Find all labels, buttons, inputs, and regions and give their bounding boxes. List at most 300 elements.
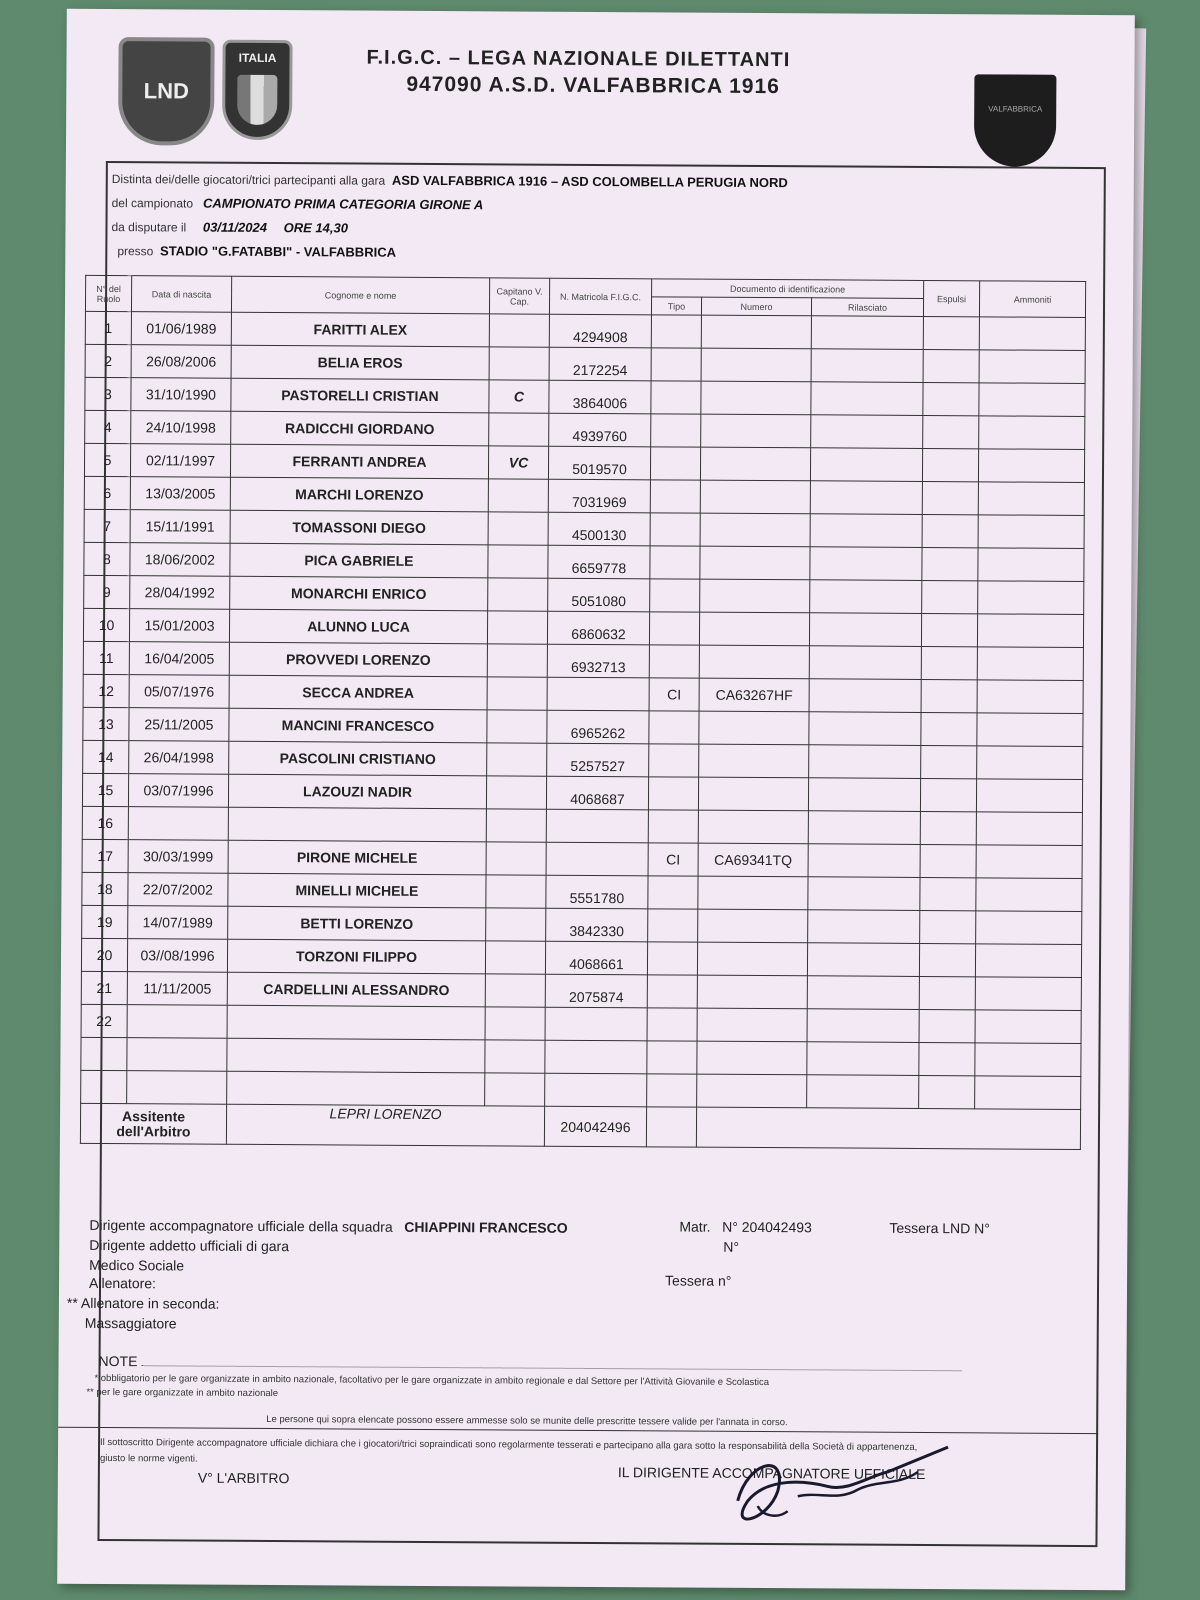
cell-ruolo: 20 — [81, 938, 127, 971]
cell-numero — [699, 645, 809, 679]
matr-value: N° 204042493 — [722, 1218, 812, 1236]
cell-numero — [701, 315, 811, 349]
cell-numero: CA63267HF — [699, 678, 809, 712]
cell-nome: LAZOUZI NADIR — [228, 774, 486, 809]
cell-matricola: 2075874 — [545, 974, 647, 1008]
cell-ammoniti — [978, 515, 1084, 549]
cell-espulsi — [921, 613, 977, 646]
lnd-logo-text: LND — [143, 78, 190, 104]
cell-ruolo: 6 — [84, 476, 130, 509]
cell-espulsi — [921, 679, 977, 712]
cell-nascita: 03//08/1996 — [127, 939, 227, 973]
cell-rilasciato — [807, 976, 919, 1010]
header-espulsi: Espulsi — [923, 280, 979, 316]
cell-ruolo: 8 — [84, 542, 130, 575]
cell-matricola: 2172254 — [549, 347, 651, 381]
cell-espulsi — [923, 382, 979, 415]
cell-ammoniti — [979, 383, 1085, 417]
cell-ammoniti — [976, 911, 1082, 945]
cell-tipo — [648, 909, 698, 942]
cell-tipo — [650, 579, 700, 612]
cell-espulsi — [921, 745, 977, 778]
cell-numero — [698, 909, 808, 943]
cell-rilasciato — [809, 679, 921, 713]
cell-nascita: 15/01/2003 — [129, 609, 229, 643]
cell-ruolo: 19 — [82, 905, 128, 938]
cell-tipo — [650, 546, 700, 579]
cell-ruolo — [81, 1070, 127, 1103]
cell-matricola: 3864006 — [549, 380, 651, 414]
cell-ruolo: 12 — [83, 674, 129, 707]
club-title: 947090 A.S.D. VALFABBRICA 1916 — [406, 72, 780, 99]
cell-tipo — [651, 348, 701, 381]
cell-matricola: 5019570 — [548, 446, 650, 480]
campionato-label: del campionato — [111, 196, 194, 211]
championship-line — [112, 195, 484, 212]
giusto-text: giusto le norme vigenti. — [99, 1452, 198, 1465]
cell-ruolo: 16 — [82, 806, 128, 839]
cell-rilasciato — [809, 712, 921, 746]
cell-ruolo — [81, 1037, 127, 1070]
cell-nome: MANCINI FRANCESCO — [229, 708, 487, 743]
cell-nascita: 01/06/1989 — [131, 312, 231, 346]
cell-tipo — [650, 447, 700, 480]
cell-numero — [697, 1074, 807, 1108]
cell-tipo — [649, 645, 699, 678]
header-capitano: Capitano V. Cap. — [489, 278, 549, 314]
header-ammoniti: Ammoniti — [979, 281, 1085, 318]
cell-espulsi — [919, 976, 975, 1009]
header-nascita: Data di nascita — [131, 276, 231, 313]
cell-matricola: 6932713 — [547, 644, 649, 678]
cell-ammoniti — [978, 581, 1084, 615]
players-table-body — [81, 311, 1086, 1109]
cell-nascita: 13/03/2005 — [130, 477, 230, 511]
cell-tipo: CI — [649, 678, 699, 711]
assistente-tipo-cell — [646, 1107, 696, 1147]
cell-nome: BETTI LORENZO — [228, 906, 486, 941]
cell-tipo — [651, 315, 701, 348]
cell-matricola: 5257527 — [547, 743, 649, 777]
cell-nascita: 16/04/2005 — [129, 642, 229, 676]
cell-ammoniti — [978, 449, 1084, 483]
match-roster-sheet — [57, 9, 1135, 1590]
cell-capitano — [485, 1073, 545, 1106]
figc-italia-logo — [222, 40, 293, 140]
cell-espulsi — [923, 415, 979, 448]
cell-ruolo: 21 — [81, 971, 127, 1004]
cell-ammoniti — [975, 1076, 1081, 1110]
header-documento: Documento di identificazione — [652, 279, 924, 299]
distinta-label: Distinta dei/delle giocatori/trici partecipanti alla gara — [111, 172, 386, 188]
cell-matricola: 4294908 — [549, 314, 651, 348]
cell-numero — [701, 414, 811, 448]
cell-ruolo: 15 — [82, 773, 128, 806]
cell-rilasciato — [810, 547, 922, 581]
cell-ruolo: 18 — [82, 872, 128, 905]
cell-nascita — [127, 1071, 227, 1105]
cell-tipo — [650, 480, 700, 513]
cell-ammoniti — [979, 350, 1085, 384]
cell-nome: BELIA EROS — [231, 345, 489, 380]
lnd-logo — [118, 37, 215, 146]
cell-rilasciato — [807, 1075, 919, 1109]
cell-espulsi — [923, 316, 979, 349]
cell-nome: FERRANTI ANDREA — [230, 444, 488, 479]
cell-ammoniti — [977, 713, 1083, 747]
cell-espulsi — [920, 811, 976, 844]
cell-rilasciato — [807, 1042, 919, 1076]
header-tipo: Tipo — [651, 297, 701, 315]
cell-ruolo: 9 — [84, 575, 130, 608]
cell-nome: PROVVEDI LORENZO — [229, 642, 487, 677]
cell-tipo — [648, 810, 698, 843]
match-time: ORE 14,30 — [283, 220, 349, 236]
cell-matricola: 4939760 — [549, 413, 651, 447]
cell-rilasciato — [811, 349, 923, 383]
presso-label: presso — [117, 244, 154, 259]
note-label: NOTE — [98, 1352, 138, 1370]
cell-numero: CA69341TQ — [698, 843, 808, 877]
cell-capitano — [487, 743, 547, 776]
cell-ruolo: 11 — [83, 641, 129, 674]
note-dotted-line — [141, 1357, 961, 1371]
cell-tipo — [647, 1074, 697, 1107]
cell-espulsi — [920, 844, 976, 877]
cell-rilasciato — [808, 778, 920, 812]
cell-nascita: 24/10/1998 — [131, 411, 231, 445]
cell-capitano — [486, 776, 546, 809]
cell-ruolo: 5 — [84, 443, 130, 476]
cell-nome: RADICCHI GIORDANO — [231, 411, 489, 446]
header-nome: Cognome e nome — [231, 276, 489, 314]
cell-espulsi — [922, 448, 978, 481]
cell-ammoniti — [975, 1043, 1081, 1077]
cell-espulsi — [920, 877, 976, 910]
cell-numero — [699, 744, 809, 778]
cell-numero — [698, 876, 808, 910]
dichiara-text: Il sottoscritto Dirigente accompagnatore ufficiale dichiara che i giocatori/trici sopraindicati sono regolarmente tesserati e partecipano alla gara sotto la responsabilità della Società di appartenenza, — [100, 1436, 918, 1453]
assistente-empty-cell — [696, 1107, 1080, 1149]
cell-ammoniti — [978, 482, 1084, 516]
tessera-n-label: Tessera n° — [665, 1272, 732, 1289]
matr-label: Matr. — [679, 1218, 711, 1235]
cell-espulsi — [920, 910, 976, 943]
cell-matricola: 4500130 — [548, 512, 650, 546]
cell-ammoniti — [978, 548, 1084, 582]
header-numero: Numero — [701, 297, 811, 316]
cell-numero — [700, 546, 810, 580]
cell-tipo — [650, 513, 700, 546]
addetto-label: Dirigente addetto ufficiali di gara — [89, 1236, 290, 1255]
note-1: * obbligatorio per le gare organizzate in ambito nazionale, facoltativo per le gare organizzate in ambito regionale e dal Settore per l'Attività Giovanile e Scolastica — [94, 1372, 770, 1389]
cell-matricola — [545, 1007, 647, 1041]
tessera-lnd: Tessera LND N° — [889, 1219, 990, 1237]
assistente-nome: LEPRI LORENZO — [226, 1104, 544, 1146]
cell-capitano — [487, 611, 547, 644]
cell-numero — [700, 513, 810, 547]
cell-ruolo: 13 — [83, 707, 129, 740]
cell-nome — [227, 1038, 485, 1073]
header-rilasciato: Rilasciato — [811, 298, 923, 317]
cell-ammoniti — [976, 812, 1082, 846]
cell-ruolo: 4 — [85, 410, 131, 443]
cell-matricola: 7031969 — [548, 479, 650, 513]
cell-capitano — [489, 314, 549, 347]
cell-ruolo: 10 — [83, 608, 129, 641]
dirigente-label: Dirigente accompagnatore ufficiale della squadra — [89, 1216, 393, 1235]
cell-capitano — [485, 1007, 545, 1040]
assistente-matricola: 204042496 — [544, 1106, 646, 1147]
cell-numero — [697, 1008, 807, 1042]
cell-tipo — [648, 876, 698, 909]
cell-capitano — [487, 644, 547, 677]
cell-tipo — [651, 414, 701, 447]
match-date: 03/11/2024 — [202, 219, 268, 235]
cell-capitano: C — [489, 380, 549, 413]
cell-rilasciato — [809, 646, 921, 680]
cell-tipo — [647, 975, 697, 1008]
cell-nascita — [127, 1038, 227, 1072]
cell-rilasciato — [807, 1009, 919, 1043]
cell-ruolo: 7 — [84, 509, 130, 542]
cell-nascita: 30/03/1999 — [128, 840, 228, 874]
cell-tipo — [649, 711, 699, 744]
cell-capitano — [488, 578, 548, 611]
club-crest-logo — [974, 74, 1057, 166]
cell-nascita: 22/07/2002 — [128, 873, 228, 907]
disputare-label: da disputare il — [111, 220, 187, 235]
cell-nascita: 11/11/2005 — [127, 972, 227, 1006]
cell-nascita — [127, 1005, 227, 1039]
cell-rilasciato — [808, 877, 920, 911]
players-table — [80, 275, 1086, 1150]
cell-nome — [227, 1005, 485, 1040]
cell-numero — [700, 447, 810, 481]
cell-rilasciato — [810, 448, 922, 482]
cell-numero — [700, 579, 810, 613]
cell-tipo — [647, 1008, 697, 1041]
header-matricola: N. Matricola F.I.G.C. — [549, 278, 651, 315]
cell-tipo — [647, 1041, 697, 1074]
cell-ruolo: 17 — [82, 839, 128, 872]
cell-matricola: 4068687 — [546, 776, 648, 810]
matricola-line — [679, 1219, 812, 1236]
cell-matricola — [546, 809, 648, 843]
cell-nome: PASCOLINI CRISTIANO — [229, 741, 487, 776]
match-teams: ASD VALFABBRICA 1916 – ASD COLOMBELLA PERUGIA NORD — [391, 172, 788, 191]
cell-nascita: 03/07/1996 — [128, 774, 228, 808]
cell-nascita: 05/07/1976 — [129, 675, 229, 709]
cell-rilasciato — [807, 943, 919, 977]
cell-espulsi — [919, 1075, 975, 1108]
assistente-label: Assitente dell'Arbitro — [80, 1103, 226, 1144]
cell-numero — [700, 480, 810, 514]
cell-matricola: 3842330 — [546, 908, 648, 942]
cell-capitano — [487, 710, 547, 743]
cell-matricola: 5551780 — [546, 875, 648, 909]
cell-matricola: 6860632 — [547, 611, 649, 645]
cell-capitano: VC — [488, 446, 548, 479]
cell-espulsi — [922, 481, 978, 514]
championship-name: CAMPIONATO PRIMA CATEGORIA GIRONE A — [202, 195, 484, 213]
cell-rilasciato — [808, 844, 920, 878]
cell-capitano — [487, 677, 547, 710]
cell-rilasciato — [808, 811, 920, 845]
cell-matricola: 6659778 — [548, 545, 650, 579]
cell-espulsi — [922, 514, 978, 547]
cell-espulsi — [923, 349, 979, 382]
cell-capitano — [485, 974, 545, 1007]
medico-label: Medico Sociale — [89, 1256, 185, 1274]
cell-nome: FARITTI ALEX — [231, 312, 489, 347]
venue-line — [117, 243, 396, 260]
cell-capitano — [486, 875, 546, 908]
club-crest-text: VALFABBRICA — [988, 104, 1043, 114]
date-line — [111, 219, 348, 235]
cell-espulsi — [919, 1009, 975, 1042]
cell-ammoniti — [977, 647, 1083, 681]
federation-title: F.I.G.C. – LEGA NAZIONALE DILETTANTI — [366, 46, 791, 72]
italia-logo-text: ITALIA — [238, 50, 277, 66]
massaggiatore-label: Massaggiatore — [84, 1314, 177, 1332]
cell-espulsi — [921, 712, 977, 745]
cell-ruolo: 2 — [85, 344, 131, 377]
cell-nascita: 14/07/1989 — [128, 906, 228, 940]
note-2: ** per le gare organizzate in ambito nazionale — [86, 1386, 279, 1400]
cell-numero — [701, 348, 811, 382]
cell-capitano — [489, 347, 549, 380]
cell-nome: MONARCHI ENRICO — [230, 576, 488, 611]
n-label: N° — [723, 1238, 740, 1255]
cell-rilasciato — [811, 316, 923, 350]
cell-capitano — [486, 842, 546, 875]
cell-rilasciato — [809, 745, 921, 779]
cell-nascita: 26/04/1998 — [129, 741, 229, 775]
allenatore-seconda-label: ** Allenatore in seconda: — [66, 1294, 220, 1312]
cell-numero — [697, 942, 807, 976]
cell-ruolo: 3 — [85, 377, 131, 410]
cell-numero — [698, 777, 808, 811]
cell-capitano — [485, 1040, 545, 1073]
cell-capitano — [489, 413, 549, 446]
cell-tipo — [651, 381, 701, 414]
cell-rilasciato — [809, 613, 921, 647]
cell-matricola — [547, 677, 649, 711]
cell-ammoniti — [975, 944, 1081, 978]
venue-name: STADIO "G.FATABBI" - VALFABBRICA — [160, 243, 397, 260]
cell-rilasciato — [811, 415, 923, 449]
cell-numero — [699, 711, 809, 745]
cell-capitano — [485, 941, 545, 974]
cell-espulsi — [920, 778, 976, 811]
cell-espulsi — [922, 547, 978, 580]
cell-ammoniti — [976, 845, 1082, 879]
cell-capitano — [488, 479, 548, 512]
cell-capitano — [488, 545, 548, 578]
cell-nome — [227, 1071, 485, 1106]
cell-numero — [699, 612, 809, 646]
cell-tipo — [648, 777, 698, 810]
cell-ammoniti — [977, 680, 1083, 714]
dirigente-nome: CHIAPPINI FRANCESCO — [404, 1218, 568, 1236]
cell-numero — [698, 810, 808, 844]
cell-rilasciato — [810, 580, 922, 614]
cell-nascita: 31/10/1990 — [131, 378, 231, 412]
cell-nascita — [128, 807, 228, 841]
cell-matricola — [545, 1073, 647, 1107]
dirigente-signature-label: IL DIRIGENTE ACCOMPAGNATORE UFFICIALE — [617, 1464, 926, 1483]
cell-tipo — [649, 744, 699, 777]
cell-rilasciato — [810, 514, 922, 548]
cell-nome — [228, 807, 486, 842]
cell-nascita: 15/11/1991 — [130, 510, 230, 544]
cell-nome: SECCA ANDREA — [229, 675, 487, 710]
cell-ruolo: 1 — [85, 311, 131, 344]
cell-numero — [697, 975, 807, 1009]
cell-nascita: 02/11/1997 — [130, 444, 230, 478]
cell-nascita: 18/06/2002 — [130, 543, 230, 577]
cell-capitano — [486, 908, 546, 941]
cell-numero — [697, 1041, 807, 1075]
cell-nome: PICA GABRIELE — [230, 543, 488, 578]
cell-ammoniti — [976, 779, 1082, 813]
allenatore-seconda-text: Allenatore in seconda: — [80, 1294, 220, 1312]
cell-matricola — [546, 842, 648, 876]
cell-ammoniti — [979, 416, 1085, 450]
cell-nome: TORZONI FILIPPO — [227, 939, 485, 974]
header-ruolo: N° del Ruolo — [85, 275, 131, 311]
cell-espulsi — [922, 580, 978, 613]
cell-ammoniti — [976, 878, 1082, 912]
cell-espulsi — [921, 646, 977, 679]
cell-matricola — [545, 1040, 647, 1074]
cell-rilasciato — [811, 382, 923, 416]
cell-tipo: CI — [648, 843, 698, 876]
persone-note: Le persone qui sopra elencate possono essere ammesse solo se munite delle prescritte tessere valide per l'annata in corso. — [266, 1413, 788, 1429]
cell-nome: PASTORELLI CRISTIAN — [231, 378, 489, 413]
cell-espulsi — [919, 943, 975, 976]
cell-nome: MARCHI LORENZO — [230, 477, 488, 512]
cell-nascita: 28/04/1992 — [130, 576, 230, 610]
handwritten-signature — [718, 1441, 959, 1532]
dirigente-line — [89, 1217, 567, 1236]
cell-nome: MINELLI MICHELE — [228, 873, 486, 908]
cell-matricola: 6965262 — [547, 710, 649, 744]
cell-ammoniti — [977, 746, 1083, 780]
allenatore-label: Allenatore: — [88, 1274, 157, 1292]
cell-nome: TOMASSONI DIEGO — [230, 510, 488, 545]
cell-espulsi — [919, 1042, 975, 1075]
cell-ammoniti — [975, 1010, 1081, 1044]
cell-ammoniti — [975, 977, 1081, 1011]
cell-nome: ALUNNO LUCA — [229, 609, 487, 644]
cell-numero — [701, 381, 811, 415]
arbitro-signature-label: V° L'ARBITRO — [197, 1469, 290, 1487]
cell-matricola: 5051080 — [548, 578, 650, 612]
cell-tipo — [649, 612, 699, 645]
cell-ammoniti — [979, 317, 1085, 351]
cell-matricola: 4068661 — [545, 941, 647, 975]
cell-ammoniti — [977, 614, 1083, 648]
cell-capitano — [488, 512, 548, 545]
cell-tipo — [647, 942, 697, 975]
cell-nome: PIRONE MICHELE — [228, 840, 486, 875]
cell-ruolo: 22 — [81, 1004, 127, 1037]
cell-nome: CARDELLINI ALESSANDRO — [227, 972, 485, 1007]
cell-nascita: 26/08/2006 — [131, 345, 231, 379]
cell-nascita: 25/11/2005 — [129, 708, 229, 742]
